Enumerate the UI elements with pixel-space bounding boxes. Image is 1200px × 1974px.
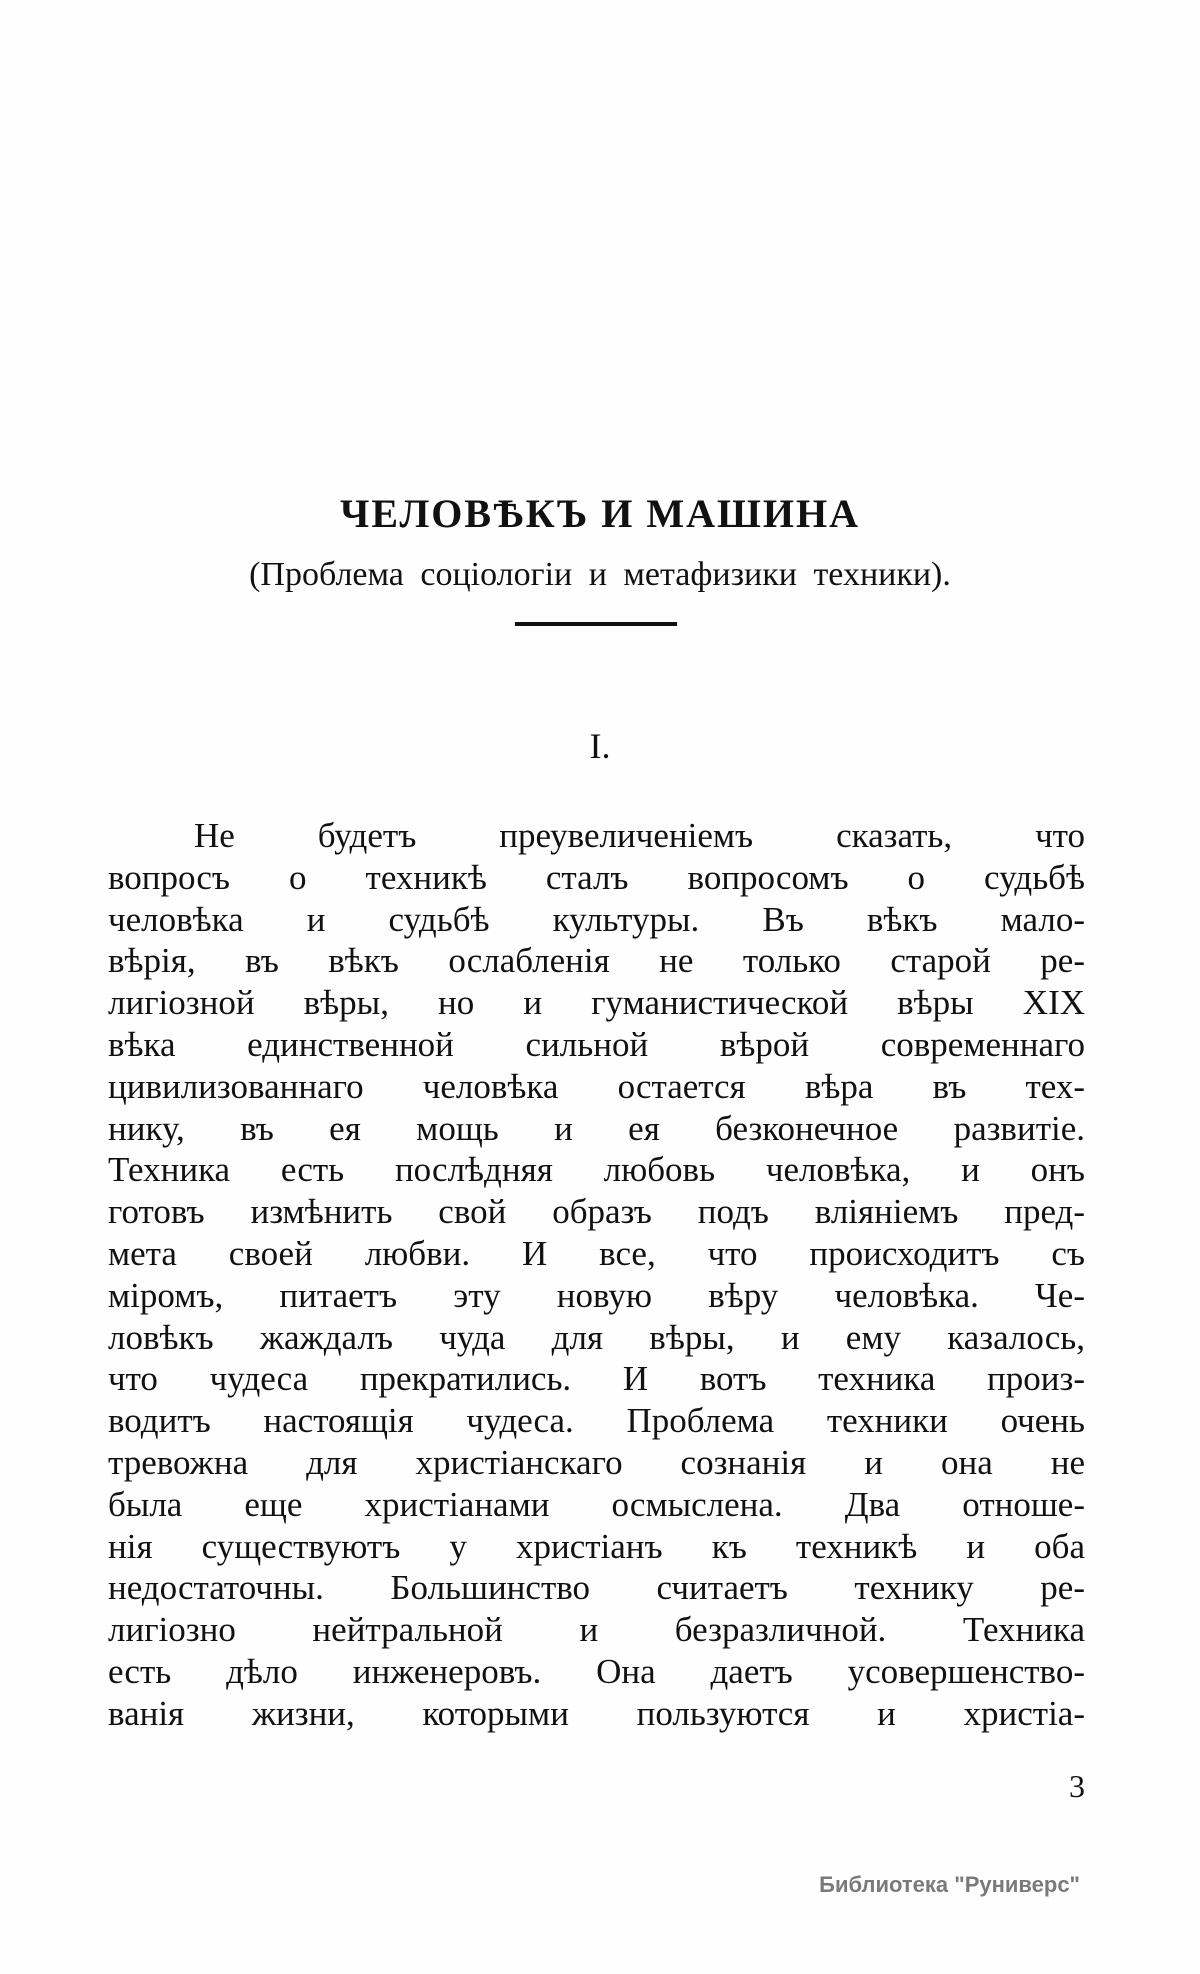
text-line: вопросъ о техникѣ сталъ вопросомъ о судьбѣ bbox=[108, 857, 1085, 897]
text-line: цивилизованнаго человѣка остается вѣра въ тех- bbox=[108, 1066, 1085, 1106]
text-line: лигіозной вѣры, но и гуманистической вѣры XIX bbox=[108, 983, 1085, 1023]
library-watermark: Библиотека "Руниверс" bbox=[819, 1872, 1080, 1897]
text-line: тревожна для христіанскаго сознанія и она не bbox=[108, 1442, 1085, 1482]
text-line: вѣрія, въ вѣкъ ослабленія не только старой ре- bbox=[108, 941, 1085, 981]
text-line: Техника есть послѣдняя любовь человѣка, и онъ bbox=[108, 1150, 1085, 1190]
chapter-subtitle: (Проблема соціологіи и метафизики техники). bbox=[249, 556, 951, 593]
text-line: ванія жизни, которыми пользуются и христіа- bbox=[108, 1693, 1085, 1733]
page-number: 3 bbox=[1069, 1768, 1085, 1804]
text-line: ловѣкъ жаждалъ чуда для вѣры, и ему казалось, bbox=[108, 1317, 1085, 1357]
text-line: готовъ измѣнить свой образъ подъ вліяніемъ пред- bbox=[108, 1192, 1085, 1232]
text-line: есть дѣло инженеровъ. Она даетъ усовершенство- bbox=[108, 1651, 1085, 1691]
text-line: міромъ, питаетъ эту новую вѣру человѣка. Че- bbox=[108, 1275, 1085, 1315]
title-divider bbox=[515, 622, 677, 626]
text-line: человѣка и судьбѣ культуры. Въ вѣкъ мало- bbox=[108, 899, 1085, 939]
text-line: мета своей любви. И все, что происходитъ съ bbox=[108, 1233, 1085, 1273]
text-line: нику, въ ея мощь и ея безконечное развитіе. bbox=[108, 1108, 1085, 1148]
chapter-title: ЧЕЛОВѢКЪ И МАШИНА bbox=[339, 491, 861, 536]
body-text bbox=[108, 815, 1085, 1735]
text-line: Не будетъ преувеличеніемъ сказать, что bbox=[194, 816, 1085, 855]
text-line: была еще христіанами осмыслена. Два отноше- bbox=[108, 1484, 1085, 1524]
text-line: нія существуютъ у христіанъ къ техникѣ и оба bbox=[108, 1526, 1085, 1566]
text-line: недостаточны. Большинство считаетъ технику ре- bbox=[108, 1568, 1085, 1608]
text-line: водитъ настоящія чудеса. Проблема техники очень bbox=[108, 1401, 1085, 1441]
text-line: вѣка единственной сильной вѣрой современнаго bbox=[108, 1024, 1085, 1064]
text-line: что чудеса прекратились. И вотъ техника произ- bbox=[108, 1359, 1085, 1399]
text-line: лигіозно нейтральной и безразличной. Техника bbox=[108, 1610, 1085, 1650]
section-number: I. bbox=[589, 726, 611, 766]
